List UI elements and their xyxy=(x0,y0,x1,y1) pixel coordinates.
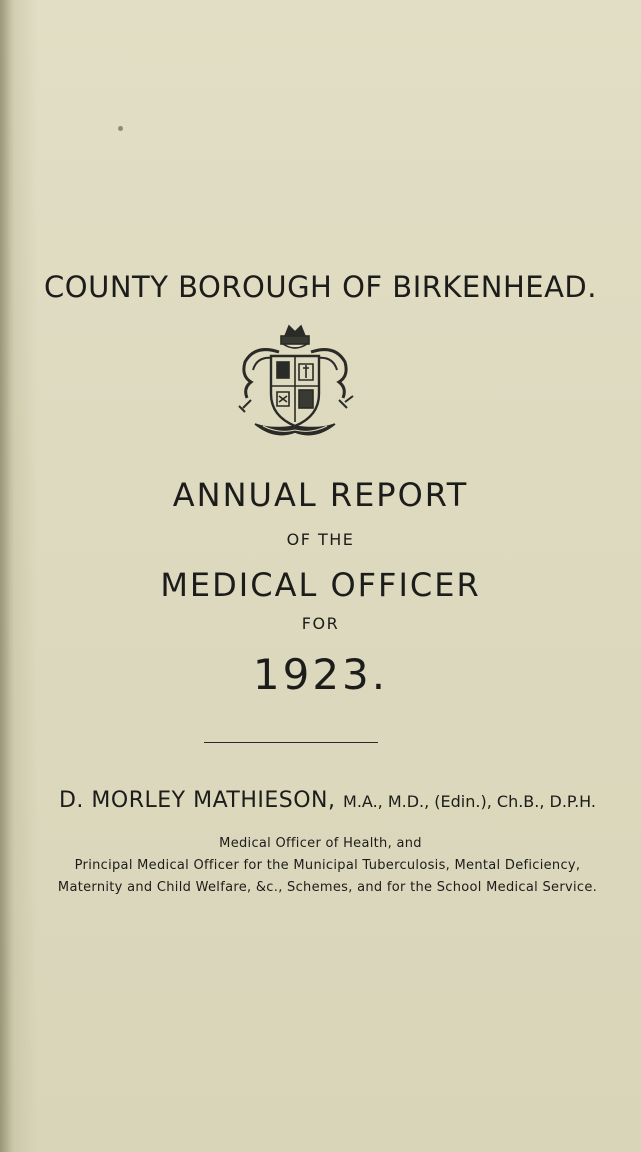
office-title: MEDICAL OFFICER xyxy=(160,566,481,604)
divider-rule xyxy=(204,742,378,743)
position-line-3: Maternity and Child Welfare, &c., Schemes, and for the School Medical Service. xyxy=(57,880,598,895)
position-line-1: Medical Officer of Health, and xyxy=(219,836,422,851)
of-the-text: OF THE xyxy=(286,530,355,549)
author-degrees: M.A., M.D., (Edin.), Ch.B., D.P.H. xyxy=(343,792,597,811)
position-line-2: Principal Medical Officer for the Municipal Tuberculosis, Mental Deficiency, xyxy=(74,858,581,873)
author-line xyxy=(14,788,641,813)
borough-heading: COUNTY BOROUGH OF BIRKENHEAD. xyxy=(44,270,597,304)
coat-of-arms-icon xyxy=(233,322,357,442)
for-text: FOR xyxy=(301,614,340,633)
report-title: ANNUAL REPORT xyxy=(172,476,469,514)
author-name: D. MORLEY MATHIESON, xyxy=(58,788,336,813)
paper-speck xyxy=(118,126,123,131)
report-year: 1923. xyxy=(252,650,389,699)
